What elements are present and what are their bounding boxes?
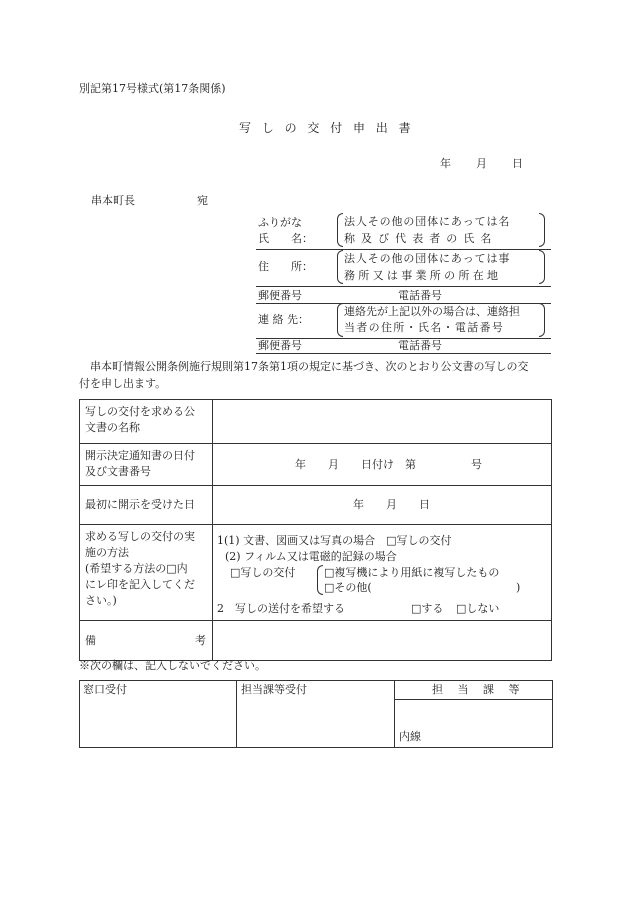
postal-label: 郵便番号 xyxy=(258,289,302,302)
postal-underline xyxy=(256,303,551,304)
table-row xyxy=(80,525,552,621)
address-underline xyxy=(256,286,551,287)
mail-no-checkbox[interactable]: □しない xyxy=(456,602,500,615)
notice-date-field[interactable]: 年 月 日付け 第 号 xyxy=(213,444,552,486)
close-paren-icon xyxy=(539,213,545,247)
table-row xyxy=(80,486,552,525)
table-row xyxy=(80,621,552,661)
phone-label: 電話番号 xyxy=(398,289,442,302)
delivery-method-label: 求める写しの交付の実 施の方法 (希望する方法の□内 にレ印を記入してくだ さい。) xyxy=(80,525,213,621)
request-table xyxy=(79,399,552,661)
photocopy-checkbox[interactable]: □複写機により用紙に複写したもの xyxy=(324,566,500,579)
other-close-paren: ) xyxy=(516,581,521,594)
mail-yes-checkbox[interactable]: □する xyxy=(411,602,444,615)
first-disclosure-date-field[interactable]: 年 月 日 xyxy=(213,486,552,525)
header-divider xyxy=(394,699,552,700)
column-divider xyxy=(236,680,237,747)
date-day: 日 xyxy=(512,157,523,170)
remarks-label: 備 考 xyxy=(80,621,213,661)
postal-label-2: 郵便番号 xyxy=(258,339,302,352)
name-note-line2: 称及び代表者の氏名 xyxy=(344,232,498,245)
extension-label: 内線 xyxy=(399,730,421,743)
date-month: 月 xyxy=(476,157,487,170)
intro-line-1: 串本町情報公開条例施行規則第17条第1項の規定に基づき、次のとおり公文書の写しの交 xyxy=(90,360,529,373)
open-paren-icon xyxy=(337,303,343,337)
close-paren-icon xyxy=(539,250,545,284)
postal-underline-2 xyxy=(256,353,551,354)
address-note-line1: 法人その他の団体にあっては事 xyxy=(344,252,511,265)
notice-date-label: 開示決定通知書の日付 及び文書番号 xyxy=(80,444,213,486)
address-note-line2: 務所又は事業所の所在地 xyxy=(344,269,502,282)
name-underline xyxy=(256,249,551,250)
open-paren-icon xyxy=(337,250,343,284)
addressee-suffix: 宛 xyxy=(197,194,208,207)
delivery-method-options xyxy=(213,525,552,621)
name-label: 氏 名： xyxy=(258,232,313,245)
table-row xyxy=(80,444,552,486)
section-reception-label: 担当課等受付 xyxy=(241,683,307,696)
first-disclosure-label: 最初に開示を受けた日 xyxy=(80,486,213,525)
window-reception-label: 窓口受付 xyxy=(83,683,127,696)
mail-request-label: 2 写しの送付を希望する xyxy=(217,602,345,615)
contact-note-line2: 当者の住所・氏名・電話番号 xyxy=(344,321,505,334)
address-label: 住 所： xyxy=(258,260,313,273)
close-paren-icon xyxy=(539,303,545,337)
film-electronic-heading: (2) フィルム又は電磁的記録の場合 xyxy=(225,550,397,563)
phone-label-2: 電話番号 xyxy=(398,339,442,352)
form-title: 写しの交付申出書 xyxy=(239,121,422,135)
open-paren-icon xyxy=(317,565,323,595)
office-use-note: ※次の欄は、記入しないでください。 xyxy=(79,659,266,672)
form-identifier: 別記第17号様式(第17条関係) xyxy=(79,82,226,95)
name-note-line1: 法人その他の団体にあっては名 xyxy=(344,215,511,228)
table-row xyxy=(80,400,552,444)
paper-copy-option[interactable]: 1(1) 文書、図画又は写真の場合 □写しの交付 xyxy=(217,534,452,547)
document-name-field[interactable] xyxy=(213,400,552,444)
contact-label: 連 絡 先： xyxy=(258,313,309,326)
contact-note-line1: 連絡先が上記以外の場合は、連絡担 xyxy=(344,305,520,318)
responsible-section-label: 担 当 課 等 xyxy=(432,683,525,696)
addressee-name: 串本町長 xyxy=(91,194,135,207)
open-paren-icon xyxy=(337,213,343,247)
other-checkbox[interactable]: □その他( xyxy=(324,581,372,594)
remarks-field[interactable] xyxy=(213,621,552,661)
copy-delivery-checkbox[interactable]: □写しの交付 xyxy=(230,566,296,579)
document-name-label: 写しの交付を求める公 文書の名称 xyxy=(80,400,213,444)
column-divider xyxy=(394,680,395,747)
intro-line-2: 付を申し出ます。 xyxy=(79,377,167,390)
furigana-label: ふりがな xyxy=(258,216,302,229)
date-year: 年 xyxy=(440,157,451,170)
